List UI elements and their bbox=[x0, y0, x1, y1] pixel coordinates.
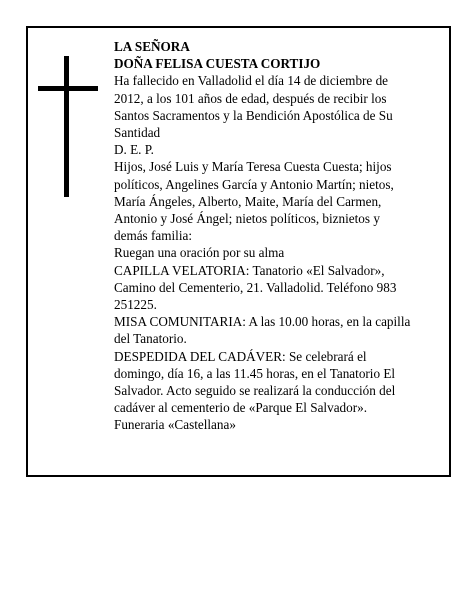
funeral-farewell-info: DESPEDIDA DEL CADÁVER: Se celebrará el domingo, día 16, a las 11.45 horas, en el Tanatorio El Salvador. Acto seguido se realizará la conducción del cadáver al cementerio de «Parque El Salvador». bbox=[114, 348, 396, 416]
deceased-name: DOÑA FELISA CUESTA CORTIJO bbox=[114, 56, 321, 72]
dep-line: D. E. P. bbox=[114, 142, 154, 158]
funeral-home: Funeraria «Castellana» bbox=[114, 417, 236, 433]
notice-title: LA SEÑORA bbox=[114, 39, 190, 54]
community-mass-info: MISA COMUNITARIA: A las 10.00 horas, en la capilla del Tanatorio. bbox=[114, 314, 411, 347]
cross-horizontal-bar bbox=[38, 86, 98, 91]
prayer-request: Ruegan una oración por su alma bbox=[114, 245, 285, 261]
cross-vertical-bar bbox=[64, 56, 69, 197]
death-announcement: Ha fallecido en Valladolid el día 14 de diciembre de 2012, a los 101 años de edad, después de recibir los Santos Sacramentos y la Bendición Apostólica de Su Santidad bbox=[114, 73, 393, 141]
cross-icon bbox=[38, 56, 98, 197]
wake-chapel-info: CAPILLA VELATORIA: Tanatorio «El Salvador», Camino del Cementerio, 21. Valladolid. Teléfono 983 251225. bbox=[114, 262, 397, 313]
obituary-text bbox=[114, 38, 414, 434]
family-list: Hijos, José Luis y María Teresa Cuesta Cuesta; hijos políticos, Angelines García y Antonio Martín; nietos, María Ángeles, Alberto, Maite, María del Carmen, Antonio y José Ángel; nietos políticos, biznietos y demás familia: bbox=[114, 159, 394, 244]
